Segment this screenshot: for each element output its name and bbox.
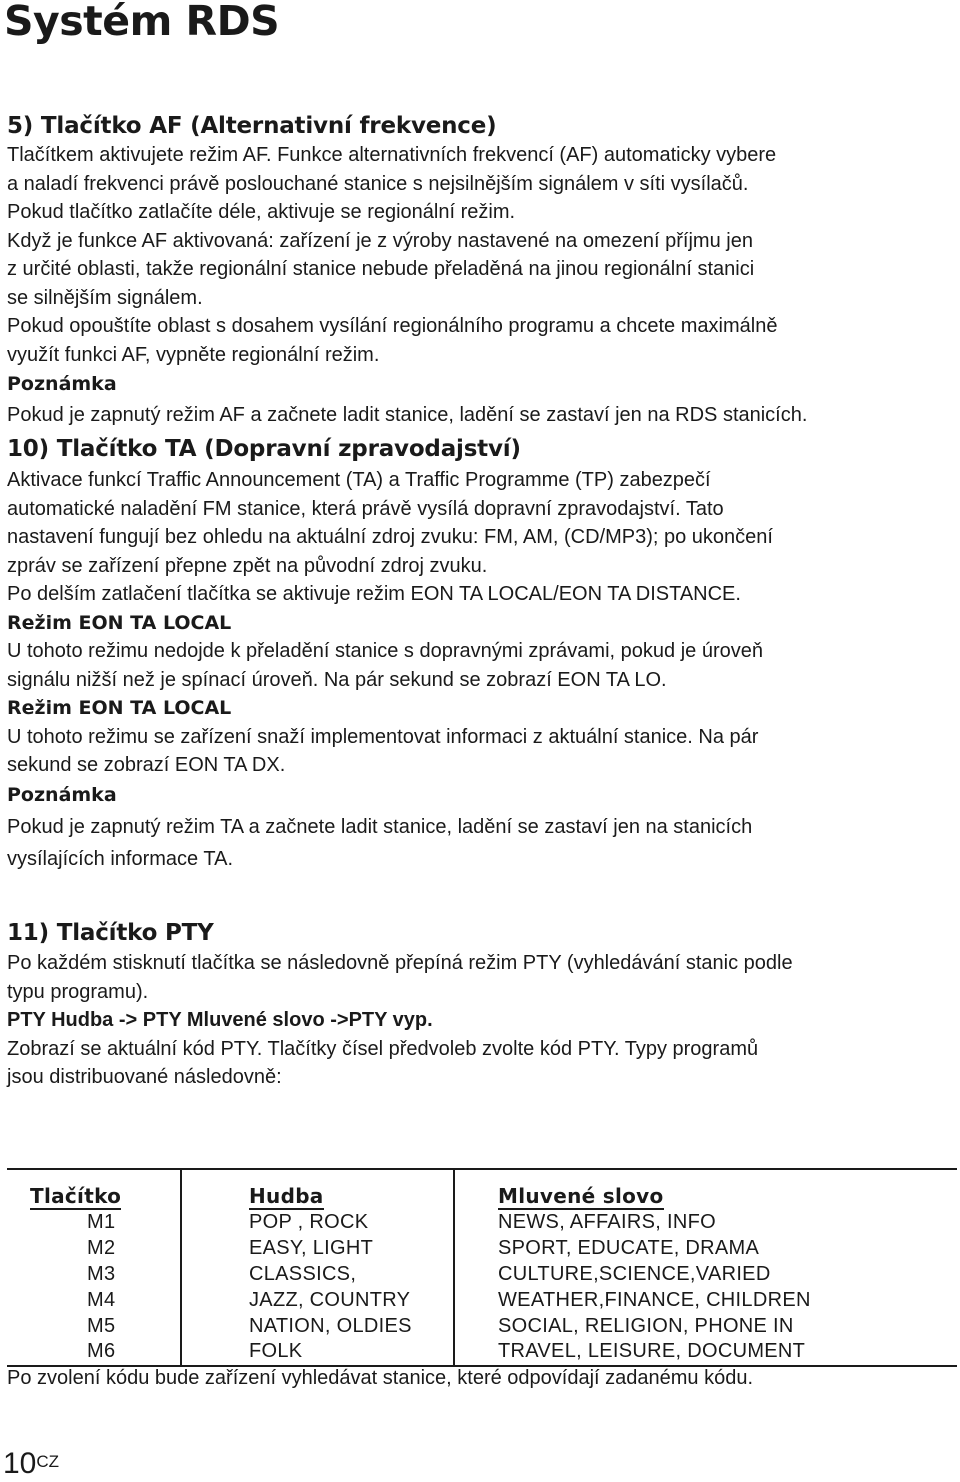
table-row bbox=[7, 1313, 957, 1339]
header-cell bbox=[187, 1184, 494, 1208]
cell-music: CLASSICS, bbox=[249, 1262, 357, 1285]
paragraph-line: jsou distribuované následovně: bbox=[7, 1066, 282, 1088]
cell-speech: SPORT, EDUCATE, DRAMA bbox=[498, 1237, 760, 1260]
note-text: Pokud je zapnutý režim AF a začnete ladit stanice, ladění se zastaví jen na RDS stanicích. bbox=[7, 404, 808, 426]
page-language: CZ bbox=[36, 1452, 60, 1471]
section-ta bbox=[7, 432, 955, 875]
pty-table bbox=[7, 1168, 957, 1367]
cell-music: FOLK bbox=[249, 1340, 303, 1363]
cell-button: M1 bbox=[87, 1211, 116, 1234]
table-row bbox=[7, 1236, 957, 1262]
cell-speech: CULTURE,SCIENCE,VARIED bbox=[498, 1262, 771, 1285]
header-hudba: Hudba bbox=[249, 1184, 324, 1208]
after-table-text: Po zvolení kódu bude zařízení vyhledávat stanice, které odpovídají zadanému kódu. bbox=[7, 1367, 754, 1389]
cell-button: M3 bbox=[87, 1262, 116, 1285]
page-number bbox=[3, 1446, 59, 1482]
paragraph-line: Zobrazí se aktuální kód PTY. Tlačítky čísel předvoleb zvolte kód PTY. Typy programů bbox=[7, 1037, 759, 1060]
paragraph-line: Po delším zatlačení tlačítka se aktivuje režim EON TA LOCAL/EON TA DISTANCE. bbox=[7, 583, 741, 605]
header-cell bbox=[494, 1184, 957, 1208]
section-heading: 10) Tlačítko TA (Dopravní zpravodajství) bbox=[7, 436, 521, 462]
header-cell bbox=[7, 1184, 187, 1208]
paragraph-line: Aktivace funkcí Traffic Announcement (TA) a Traffic Programme (TP) zabezpečí bbox=[7, 469, 711, 491]
paragraph-line: U tohoto režimu nedojde k přeladění stanice s dopravnými zprávami, pokud je úroveň bbox=[7, 640, 763, 662]
table-row bbox=[7, 1287, 957, 1313]
note-text: Pokud je zapnutý režim TA a začnete ladit stanice, ladění se zastaví jen na stanicích bbox=[7, 815, 753, 838]
pty-table-frame bbox=[7, 1168, 957, 1367]
cell-music: POP , ROCK bbox=[249, 1211, 369, 1234]
cell-speech: TRAVEL, LEISURE, DOCUMENT bbox=[498, 1340, 806, 1363]
table-row bbox=[7, 1339, 957, 1365]
table-divider bbox=[453, 1170, 455, 1365]
paragraph-line: signálu nižší než je spínací úroveň. Na pár sekund se zobrazí EON TA LO. bbox=[7, 668, 667, 691]
paragraph-line: Tlačítkem aktivujete režim AF. Funkce alternativních frekvencí (AF) automaticky vybere bbox=[7, 144, 777, 166]
table-row bbox=[7, 1262, 957, 1288]
paragraph-line: nastavení fungují bez ohledu na aktuální zdroj zvuku: FM, AM, (CD/MP3); po ukončení bbox=[7, 526, 773, 548]
note-label: Poznámka bbox=[7, 783, 117, 806]
paragraph-line: a naladí frekvenci právě poslouchané stanice s nejsilnějším signálem v síti vysílačů. bbox=[7, 172, 749, 195]
cell-music: EASY, LIGHT bbox=[249, 1237, 374, 1260]
cell-speech: SOCIAL, RELIGION, PHONE IN bbox=[498, 1314, 794, 1337]
header-tlacitko: Tlačítko bbox=[30, 1184, 122, 1208]
paragraph-line: Po každém stisknutí tlačítka se následovně přepíná režim PTY (vyhledávání stanic podle bbox=[7, 952, 793, 974]
paragraph-line: U tohoto režimu se zařízení snaží implementovat informaci z aktuální stanice. Na pár bbox=[7, 725, 759, 748]
section-pty bbox=[7, 918, 955, 1092]
note-label: Poznámka bbox=[7, 373, 117, 395]
table-divider bbox=[180, 1170, 182, 1365]
cell-button: M4 bbox=[87, 1288, 116, 1311]
cell-button: M5 bbox=[87, 1314, 116, 1337]
main-content bbox=[7, 112, 955, 1088]
cell-music: NATION, OLDIES bbox=[249, 1314, 412, 1337]
paragraph-line: se silnějším signálem. bbox=[7, 286, 203, 309]
table-header-row bbox=[7, 1170, 957, 1210]
paragraph-line: z určité oblasti, takže regionální stanice nebude přeladěná na jinou regionální stanici bbox=[7, 258, 755, 280]
paragraph-line: typu programu). bbox=[7, 980, 149, 1003]
mode-sequence: PTY Hudba -> PTY Mluvené slovo ->PTY vyp. bbox=[7, 1009, 433, 1031]
paragraph-line: sekund se zobrazí EON TA DX. bbox=[7, 754, 286, 776]
cell-button: M6 bbox=[87, 1340, 116, 1363]
paragraph-line: Pokud opouštíte oblast s dosahem vysílání regionálního programu a chcete maximálně bbox=[7, 315, 778, 337]
table-row bbox=[7, 1210, 957, 1236]
paragraph-line: Když je funkce AF aktivovaná: zařízení je z výroby nastavené na omezení příjmu jen bbox=[7, 229, 753, 252]
page-number-value: 10 bbox=[3, 1447, 37, 1480]
header-mluvene-slovo: Mluvené slovo bbox=[498, 1184, 664, 1208]
note-text: vysílajících informace TA. bbox=[7, 847, 233, 870]
paragraph-line: využít funkci AF, vypněte regionální režim. bbox=[7, 343, 380, 366]
section-heading: 5) Tlačítko AF (Alternativní frekvence) bbox=[7, 113, 497, 139]
cell-button: M2 bbox=[87, 1237, 116, 1260]
paragraph-line: automatické naladění FM stanice, která právě vysílá dopravní zpravodajství. Tato bbox=[7, 497, 724, 520]
paragraph-line: zpráv se zařízení přepne zpět na původní zdroj zvuku. bbox=[7, 554, 488, 577]
section-heading: 11) Tlačítko PTY bbox=[7, 920, 214, 946]
cell-music: JAZZ, COUNTRY bbox=[249, 1288, 411, 1311]
section-af bbox=[7, 112, 955, 430]
paragraph-line: Pokud tlačítko zatlačíte déle, aktivuje se regionální režim. bbox=[7, 201, 516, 223]
cell-speech: WEATHER,FINANCE, CHILDREN bbox=[498, 1288, 811, 1311]
cell-speech: NEWS, AFFAIRS, INFO bbox=[498, 1211, 716, 1234]
mode-label: Režim EON TA LOCAL bbox=[7, 697, 232, 719]
page-title: Systém RDS bbox=[4, 0, 280, 45]
mode-label: Režim EON TA LOCAL bbox=[7, 611, 232, 634]
